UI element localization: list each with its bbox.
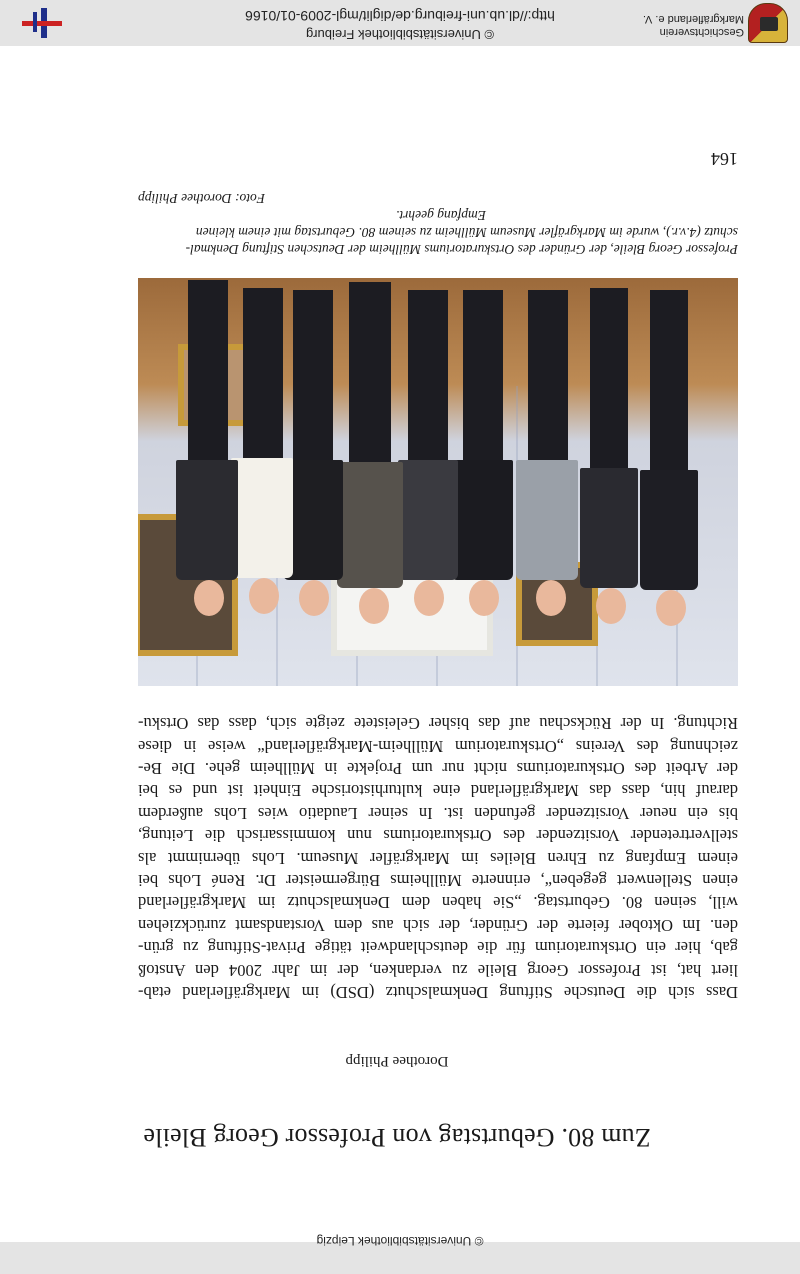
photo-credit: Foto: Dorothee Philipp xyxy=(138,191,265,206)
body-line: den. Im Oktober feierte der Gründer, der sich aus dem Vorstandsamt zurückziehen xyxy=(138,915,738,935)
article-title: Zum 80. Geburtstag von Professor Georg Bleile xyxy=(143,1123,651,1152)
photo-caption xyxy=(138,207,738,258)
society-name: Geschichtsverein Markgräflerland e. V. xyxy=(642,13,744,38)
body-line: stellvertretender Vorsitzender des Ortskuratoriums nun kommissarisch die Leitung, xyxy=(138,826,738,846)
body-line: der Arbeit des Ortskuratoriums nicht nur um Projekte in Müllheim gehe. Die Be- xyxy=(138,758,738,778)
page-number: 164 xyxy=(711,149,738,169)
body-line: einem Empfang zu Ehren Bleiles im Markgräfler Museum. Lohs übernimmt als xyxy=(138,848,738,868)
copyright-notice: © Universitätsbibliothek Freiburg xyxy=(305,27,495,42)
body-line: bis ein neuer Vorsitzender gefunden ist. In seiner Laudatio wies Lohs außerdem xyxy=(138,803,738,823)
document-url-link[interactable]: http://dl.ub.uni-freiburg.de/diglit/mgl-2009-01/0166 xyxy=(245,8,555,24)
body-line: einen Stellenwert gegeben“, erinnerte Müllheims Bürgermeister Dr. René Lohs bei xyxy=(138,870,738,890)
article-author: Dorothee Philipp xyxy=(345,1053,449,1069)
body-line: zeichnung des Vereins „Ortskuratorium Müllheim-Markgräflerland“ weise in diese xyxy=(138,736,738,756)
article-body xyxy=(138,712,738,1003)
body-line: Richtung. In der Rückschau auf das bisher Geleistete zeigte sich, dass das Ortsku- xyxy=(138,714,738,734)
body-line: gab, hier ein Ortskuratorium für die deutschlandweit tätige Privat-Stiftung zu grün- xyxy=(138,938,738,958)
body-line: liert hat, ist Professor Georg Bleile zu verdanken, der im Jahr 2004 den Anstoß xyxy=(138,960,738,980)
caption-line: Professor Georg Bleile, der Gründer des Ortskuratoriums Müllheim der Deutschen Stiftung Denkmal- xyxy=(185,242,738,257)
caption-line: Empfang geehrt. xyxy=(396,208,486,223)
body-line: darauf hin, dass das Markgräflerland eine kulturhistorische Einheit ist und es bei xyxy=(138,781,738,801)
body-line: will, seinen 80. Geburtstag. „Sie haben dem Denkmalschutz im Markgräflerland xyxy=(138,893,738,913)
caption-line: schutz (4.v.r.), wurde im Markgräfler Museum Müllheim zu seinem 80. Geburtstag mit einem kleinen xyxy=(195,225,738,240)
viewer-header-bar xyxy=(0,0,800,46)
group-photo xyxy=(138,278,738,686)
viewer-footer-bar xyxy=(0,1234,800,1274)
markgraeflerland-crest-icon xyxy=(748,3,788,43)
body-line: Dass sich die Deutsche Stiftung Denkmalschutz (DSD) im Markgräflerland etab- xyxy=(138,983,738,1002)
footer-copyright: © Universitätsbibliothek Leipzig xyxy=(316,1234,484,1248)
